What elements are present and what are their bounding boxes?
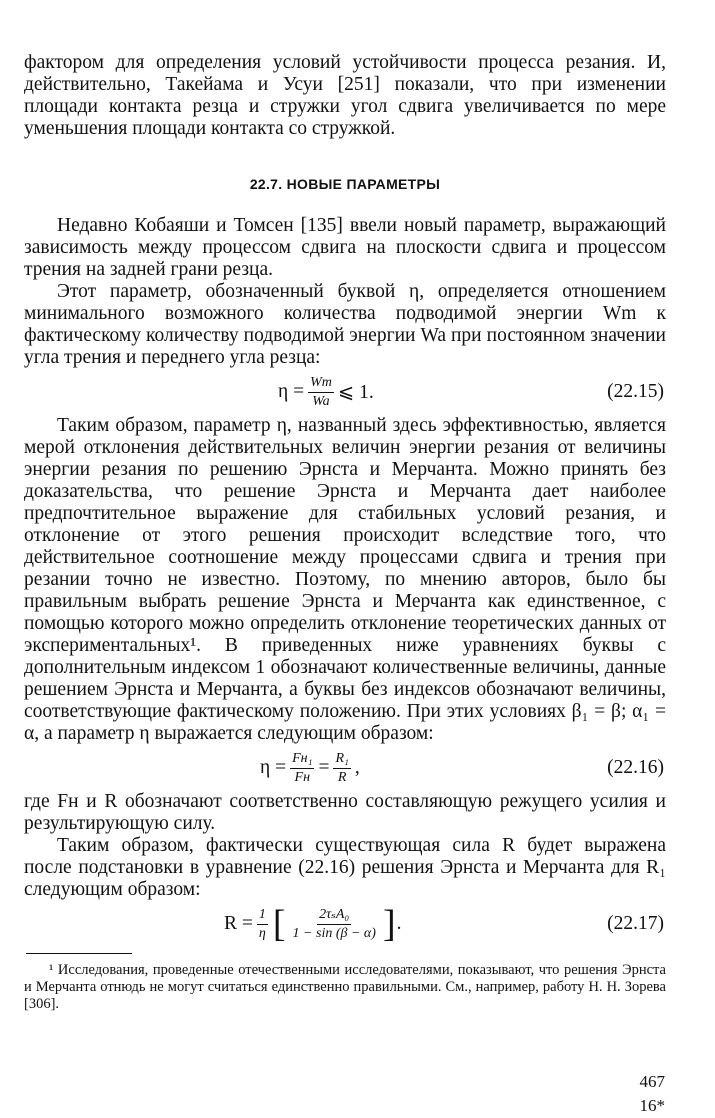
footnote-rule xyxy=(26,953,132,954)
eq1-label: (22.15) xyxy=(607,381,664,402)
eq2-equals: = xyxy=(318,757,330,778)
eq1-rhs: ⩽ 1. xyxy=(337,382,374,403)
page-number: 467 xyxy=(639,1072,665,1091)
eq3-fraction-2 xyxy=(291,906,378,942)
eq1-lhs: η = xyxy=(278,381,305,402)
eq2-tail: , xyxy=(354,757,360,778)
paragraph-2: Этот параметр, обозначенный буквой η, определяется отношением минимального возможного количества подводимой энергии Wm к фактическому количеству подводимой энергии Wa при постоянном значении угла трения и переднего угла резца: xyxy=(24,281,666,368)
eq3-right-bracket: ] xyxy=(382,903,396,945)
paragraph-0: фактором для определения условий устойчивости процесса резания. И, действительно, Такейама и Усуи [251] показали, что при изменении площади контакта резца и стружки угол сдвига увеличивается по мере уменьшения площади контакта со стружкой. xyxy=(24,52,666,139)
footnote: ¹ Исследования, проведенные отечественными исследователями, показывают, что решения Эрнста и Мерчанта отнюдь не могут считаться единственно правильными. См., например, работу Н. Н. Зорева [306]. xyxy=(24,962,666,1012)
page-content xyxy=(24,52,666,1013)
eq2-numerator-2: R₁ xyxy=(333,751,350,769)
paragraph-1: Недавно Кобаяши и Томсен [135] ввели новый параметр, выражающий зависимость между процессом сдвига на плоскости сдвига и процессом трения на задней грани резца. xyxy=(24,215,666,280)
eq3-tail: . xyxy=(396,913,402,934)
eq3-numerator-2: 2τₛA₀ xyxy=(317,906,351,925)
equation-22-15 xyxy=(24,369,666,415)
eq2-fraction-2 xyxy=(333,751,350,786)
paragraph-4: где Fн и R обозначают соответственно составляющую режущего усилия и результирующую силу. xyxy=(24,791,666,834)
eq3-fraction-1 xyxy=(257,907,268,942)
eq2-fraction-1 xyxy=(290,751,314,786)
eq3-denominator-1: η xyxy=(258,925,266,941)
eq2-denominator-1: Fн xyxy=(294,769,311,785)
eq2-numerator-1: Fн₁ xyxy=(290,751,314,769)
page-footer xyxy=(640,1070,666,1118)
eq3-lhs: R = xyxy=(224,913,253,934)
eq3-numerator-1: 1 xyxy=(257,907,268,925)
eq2-label: (22.16) xyxy=(607,757,664,778)
eq1-fraction xyxy=(308,375,334,410)
eq2-lhs: η = xyxy=(260,757,287,778)
eq3-label: (22.17) xyxy=(607,913,664,934)
equation-22-16 xyxy=(24,745,666,791)
eq1-numerator: Wm xyxy=(308,375,334,393)
eq3-denominator-2: 1 − sin (β − α) xyxy=(292,926,376,941)
eq1-denominator: Wa xyxy=(312,393,330,409)
paragraph-3: Таким образом, параметр η, названный здесь эффективностью, является мерой отклонения действительных величин энергии резания от величины энергии резания по решению Эрнста и Мерчанта. Можно принять без доказательства, что решение Эрнста и Мерчанта дает наиболее предпочтительное выражение для стабильных условий резания, и отклонение от этого решения происходит вследствие того, что действительное соотношение между процессами сдвига и трения при резании точно не известно. Поэтому, по мнению авторов, было бы правильным выбрать решение Эрнста и Мерчанта как единственное, с помощью которого можно определить отклонение теоретических данных от экспериментальных¹. В приведенных ниже уравнениях буквы с дополнительным индексом 1 обозначают количественные величины, данные решением Эрнста и Мерчанта, а буквы без индексов обозначают величины, соответствующие фактическому положению. При этих условиях β₁ = β; α₁ = α, а параметр η выражается следующим образом: xyxy=(24,415,666,744)
section-heading: 22.7. НОВЫЕ ПАРАМЕТРЫ xyxy=(249,176,441,192)
equation-22-17 xyxy=(24,901,666,947)
eq3-left-bracket: [ xyxy=(272,903,286,945)
paragraph-5: Таким образом, фактически существующая сила R будет выражена после подстановки в уравнение (22.16) решения Эрнста и Мерчанта для R₁ следующим образом: xyxy=(24,835,666,900)
sheet-signature: 16* xyxy=(639,1096,665,1115)
eq2-denominator-2: R xyxy=(337,769,347,785)
